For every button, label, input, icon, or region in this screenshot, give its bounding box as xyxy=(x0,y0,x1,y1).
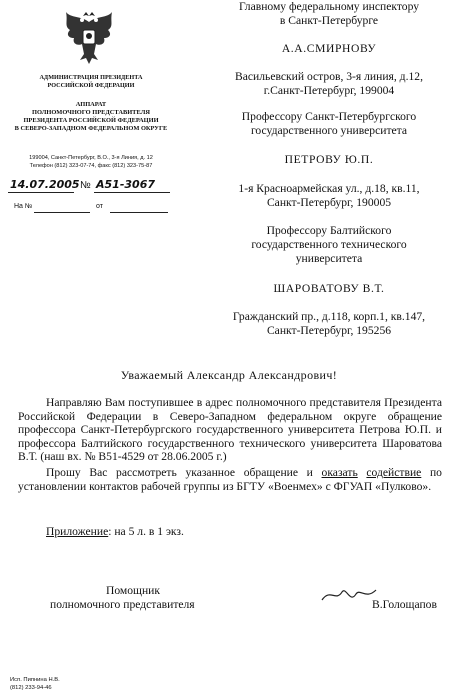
signature-role xyxy=(58,583,208,598)
greeting: Уважаемый Александр Александрович! xyxy=(120,368,338,382)
paragraph-2-end: по установлении контактов рабочей группы из БГТУ «Военмех» с ФГУАП «Пулково». xyxy=(18,466,442,493)
body-paragraph-1: Направляю Вам поступившее в адрес полномочного представителя Президента Российской Федерации в Северо-Западном федеральном округе обращение профессора Санкт-Петербургского государственного университета Петрова Ю.П. и профессора Балтийского государственного технического университета Шароватова В.Т. (наш вх. № В51-4529 от 28.06.2005 г.) xyxy=(18,396,442,464)
signature-name: В.Голощапов xyxy=(372,598,437,611)
coat-of-arms-emblem xyxy=(62,8,116,68)
recipient-1-address xyxy=(200,70,458,98)
apparat-line-3: ПРЕЗИДЕНТА РОССИЙСКОЙ ФЕДЕРАЦИИ xyxy=(23,117,159,124)
executor-name: Исп. Пипнина Н.В. xyxy=(10,677,60,683)
body-paragraph-2 xyxy=(18,466,442,493)
recipient-2-title-line-1: Профессору Санкт-Петербургского xyxy=(241,110,417,123)
apparat-line-4: В СЕВЕРО-ЗАПАДНОМ ФЕДЕРАЛЬНОМ ОКРУГЕ xyxy=(14,125,168,132)
appendix-text: : на 5 л. в 1 экз. xyxy=(108,525,184,538)
signature-role-line-2: полномочного представителя xyxy=(50,598,195,611)
recipient-3-address-line-1: Гражданский пр., д.118, корп.1, кв.147, xyxy=(232,310,426,323)
apparat-line-1: АППАРАТ xyxy=(75,101,107,108)
recipient-3-address-line-2: Санкт-Петербург, 195256 xyxy=(266,324,392,337)
signature-role-line-1: Помощник xyxy=(105,584,161,597)
recipient-3-title xyxy=(200,224,458,266)
sender-phone: Телефон (812) 323-07-74, факс (812) 323-75-87 xyxy=(29,162,153,169)
recipient-2-address xyxy=(200,182,458,210)
recipient-2-name: ПЕТРОВУ Ю.П. xyxy=(284,153,374,166)
recipient-3-name: ШАРОВАТОВУ В.Т. xyxy=(273,282,385,295)
number-underline xyxy=(94,192,170,193)
recipient-2-title xyxy=(200,110,458,138)
recipient-1-title-line-1: Главному федеральному инспектору xyxy=(238,0,420,13)
appendix xyxy=(46,525,346,539)
executor-phone: (812) 233-94-46 xyxy=(10,685,52,691)
reference-label: На № xyxy=(14,203,33,210)
number-sign: № xyxy=(80,180,91,191)
recipient-3-title-line-3: университета xyxy=(295,252,363,265)
recipient-2-title-line-2: государственного университета xyxy=(250,124,408,137)
reference-number-line xyxy=(34,212,90,213)
sender-contacts xyxy=(6,155,176,170)
paragraph-2-underlined-2: содействие xyxy=(366,466,422,479)
recipient-3-title-line-2: государственного технического xyxy=(251,238,407,251)
recipient-1-title-line-2: в Санкт-Петербурге xyxy=(279,14,379,27)
administration-heading xyxy=(6,74,176,90)
sender-address: 199004, Санкт-Петербург, В.О., 3-я Линия, д. 12 xyxy=(29,155,153,161)
letter-date: 14.07.2005 xyxy=(10,178,80,191)
recipient-1-address-line-1: Васильевский остров, 3-я линия, д.12, xyxy=(235,70,423,83)
reference-from-label: от xyxy=(96,203,103,210)
recipient-1-name: А.А.СМИРНОВУ xyxy=(281,42,377,55)
apparat-line-2: ПОЛНОМОЧНОГО ПРЕДСТАВИТЕЛЯ xyxy=(31,109,151,116)
recipient-3-address xyxy=(200,310,458,338)
admin-line-1: АДМИНИСТРАЦИЯ ПРЕЗИДЕНТА xyxy=(39,74,143,81)
recipient-1 xyxy=(200,0,458,28)
date-underline xyxy=(8,192,74,193)
recipient-2-address-line-2: Санкт-Петербург, 190005 xyxy=(266,196,392,209)
reference-date-line xyxy=(110,212,168,213)
executor-info xyxy=(10,676,60,692)
appendix-label: Приложение xyxy=(46,525,109,538)
apparat-heading xyxy=(6,101,176,133)
recipient-2-address-line-1: 1-я Красноармейская ул., д.18, кв.11, xyxy=(238,182,420,195)
paragraph-2-start: Прошу Вас рассмотреть указанное обращение и xyxy=(46,466,322,479)
handwritten-signature xyxy=(320,584,380,606)
letter-number: А51-3067 xyxy=(96,178,156,191)
recipient-1-address-line-2: г.Санкт-Петербург, 199004 xyxy=(263,84,395,97)
recipient-3-title-line-1: Профессору Балтийского xyxy=(266,224,392,237)
admin-line-2: РОССИЙСКОЙ ФЕДЕРАЦИИ xyxy=(47,82,135,89)
paragraph-2-underlined-1: оказать xyxy=(321,466,358,479)
